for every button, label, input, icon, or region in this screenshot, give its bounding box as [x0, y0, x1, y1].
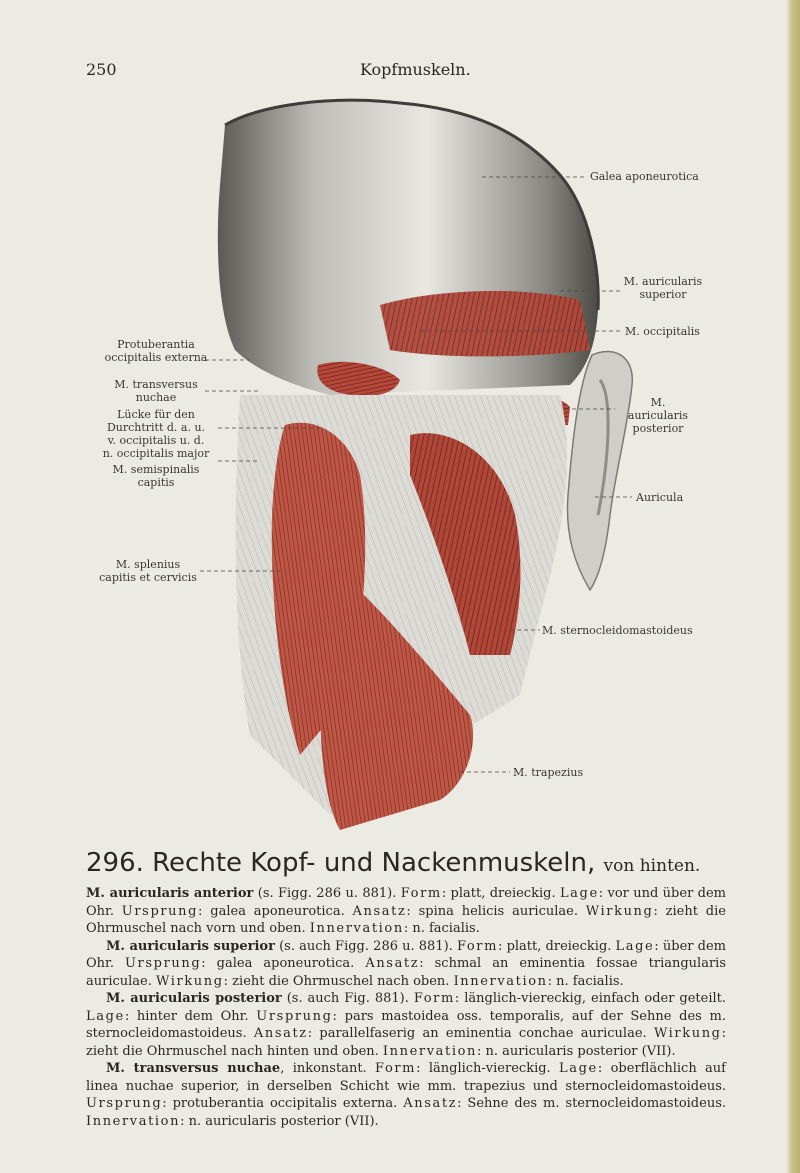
entry-text: : n. facialis. [547, 973, 624, 989]
figure-title-suffix: von hinten. [603, 856, 701, 876]
entry-text: : platt, dreieckig. [498, 938, 616, 954]
field-label: Form [375, 1061, 417, 1076]
field-label: Innervation [382, 1043, 477, 1059]
muscle-term: M. auricularis anterior [86, 886, 254, 901]
entry-text: (s. auch Fig. 881). [281, 991, 414, 1006]
label-luecke-occipitalis: Lücke für den Durchtritt d. a. u. v. occipitalis u. d. n. occipitalis major [102, 408, 210, 460]
label-splenius: M. splenius capitis et cervicis [99, 558, 197, 584]
entry-text: (s. auch Figg. 286 u. 881). [274, 938, 457, 954]
muscle-term: M. auricularis superior [106, 938, 275, 954]
label-transversus-nuchae: M. transversus nuchae [114, 378, 198, 404]
entry-text: : zieht die Ohrmuschel nach vorn und oben. [86, 903, 726, 936]
field-label: Form [400, 886, 442, 901]
entry-text: : länglich-viereckig. [416, 1061, 560, 1076]
field-label: Form [456, 938, 499, 954]
label-galea-aponeurotica: Galea aponeurotica [590, 170, 699, 183]
label-protuberantia-occipitalis-externa: Protuberantia occipitalis externa [104, 338, 208, 364]
field-label: Innervation [453, 973, 548, 989]
label-auricula: Auricula [636, 491, 684, 504]
muscle-entry [86, 990, 726, 1060]
field-label: Ursprung [121, 903, 199, 919]
field-label: Ansatz [253, 1026, 308, 1041]
figure-title: Rechte Kopf- und Nackenmuskeln, [152, 848, 596, 878]
muscle-term: M. transversus nuchae [106, 1061, 281, 1076]
entry-text: : parallelfaserig an eminentia conchae auriculae. [307, 1026, 654, 1041]
field-label: Innervation [86, 1113, 181, 1129]
muscle-entry [86, 938, 726, 991]
entry-text: : Sehne des m. sternocleidomastoideus. [457, 1096, 726, 1111]
occipitalis-shape [380, 291, 590, 356]
field-label: Lage [559, 1061, 598, 1076]
running-head [0, 60, 800, 84]
anatomical-figure [0, 95, 800, 840]
entry-text: : galea aponeurotica. [198, 903, 353, 919]
entry-text: : galea aponeurotica. [201, 956, 366, 971]
entry-text: : über dem Ohr. [86, 938, 726, 971]
field-label: Ansatz [403, 1096, 458, 1111]
field-label: Lage [559, 886, 599, 901]
body-text [86, 885, 726, 1130]
label-occipitalis: M. occipitalis [625, 325, 700, 338]
label-auricularis-posterior: M. auricularis posterior [627, 396, 689, 435]
entry-text: : schmal an eminentia fossae triangularis auriculae. [86, 956, 726, 989]
entry-text: : hinter dem Ohr. [124, 1008, 257, 1024]
muscle-entry [86, 885, 726, 938]
entry-text: : spina helicis auriculae. [406, 903, 586, 919]
muscle-entry [86, 1060, 726, 1130]
field-label: Ansatz [365, 956, 420, 971]
entry-text: : oberflächlich auf linea nuchae superior, in derselben Schicht wie mm. trapezius und sternocleidomastoideus. [86, 1061, 726, 1094]
muscle-term: M. auricularis posterior [106, 991, 282, 1006]
page-number: 250 [86, 60, 117, 79]
entry-text: : n. auricularis posterior (VII). [476, 1043, 676, 1059]
label-sternocleidomastoideus: M. sternocleidomastoideus [542, 624, 693, 637]
entry-text: : zieht die Ohrmuschel nach oben. [223, 973, 454, 989]
field-label: Ursprung [125, 956, 202, 971]
field-label: Form [413, 991, 455, 1006]
running-title: Kopfmuskeln. [360, 60, 471, 79]
entry-text: : protuberantia occipitalis externa. [162, 1096, 404, 1111]
field-label: Lage [615, 938, 655, 954]
field-label: Wirkung [585, 903, 654, 919]
figure-caption [86, 848, 746, 878]
entry-text: : platt, dreieckig. [441, 886, 560, 901]
field-label: Ursprung [256, 1008, 333, 1024]
auricula-shape [567, 352, 632, 590]
label-semispinalis-capitis: M. semispinalis capitis [112, 463, 200, 489]
field-label: Wirkung [653, 1026, 722, 1041]
entry-text: , inkonstant. [280, 1061, 376, 1076]
label-trapezius: M. trapezius [513, 766, 584, 779]
entry-text: : länglich-viereckig, einfach oder geteilt. [454, 991, 726, 1006]
field-label: Ursprung [86, 1096, 163, 1111]
label-auricularis-superior: M. auricularis superior [623, 275, 703, 301]
field-label: Ansatz [352, 903, 407, 919]
field-label: Wirkung [156, 973, 224, 989]
entry-text: (s. Figg. 286 u. 881). [253, 886, 401, 901]
field-label: Innervation [309, 921, 404, 936]
entry-text: : zieht die Ohrmuschel nach hinten und oben. [86, 1026, 726, 1059]
figure-number: 296. [86, 848, 144, 878]
entry-text: : vor und über dem Ohr. [86, 886, 726, 919]
entry-text: : pars mastoidea oss. temporalis, auf der Sehne des m. sternocleidomastoideus. [86, 1008, 726, 1041]
entry-text: : n. auricularis posterior (VII). [180, 1113, 379, 1129]
field-label: Lage [86, 1008, 125, 1024]
entry-text: : n. facialis. [403, 921, 480, 936]
